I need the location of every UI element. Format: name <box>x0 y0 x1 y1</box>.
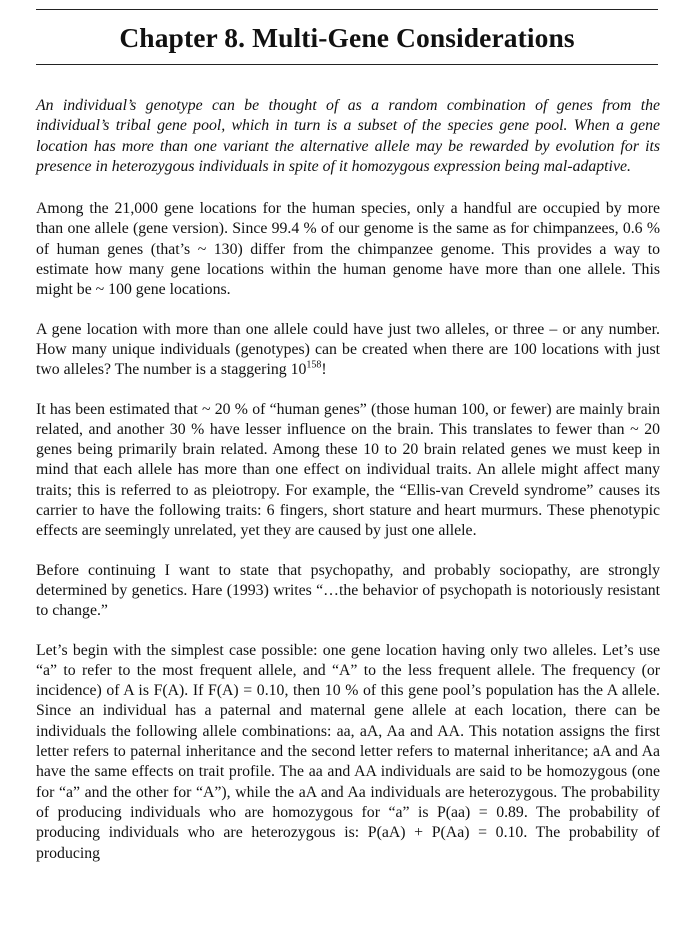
top-rule <box>36 9 658 10</box>
exponent: 158 <box>306 360 322 371</box>
paragraph-psychopathy: Before continuing I want to state that psychopathy, and probably sociopathy, are strongly determined by genetics. Hare (1993) writes “…the behavior of psychopath is notoriously resistant to change.” <box>36 561 660 620</box>
paragraph-simplest-case: Let’s begin with the simplest case possible: one gene location having only two alleles. Let’s use “a” to refer to the most frequent allele, and “A” to the less frequent allele. The frequency (or incidence) of A is F(A). If F(A) = 0.10, then 10 % of this gene pool’s population has the A allele. Since an individual has a paternal and maternal gene allele at each location, there can be individuals the following allele combinations: aa, aA, Aa and AA. This notation assigns the first letter refers to paternal inheritance and the second letter refers to maternal inheritance; aA and Aa have the same effects on trait profile. The aa and AA individuals are said to be homozygous (one for “a” and the other for “A”), while the aA and Aa individuals are heterozygous. The probability of producing individuals who are homozygous for “a” is P(aa) = 0.89. The probability of producing individuals who are heterozygous is: P(aA) + P(Aa) = 0.10. The probability of producing <box>36 641 660 862</box>
paragraph-brain-genes: It has been estimated that ~ 20 % of “human genes” (those human 100, or fewer) are mainly brain related, and another 30 % have lesser influence on the brain. This translates to fewer than ~ 20 genes being primarily brain related. Among these 10 to 20 brain related genes we must keep in mind that each allele has more than one effect on individual traits. An allele might affect many traits; this is referred to as pleiotropy. For example, the “Ellis-van Creveld syndrome” causes its carrier to have the following traits: 6 fingers, short stature and heart murmurs. These phenotypic effects are seemingly unrelated, yet they are caused by just one allele. <box>36 400 660 540</box>
paragraph-alleles-count <box>36 320 660 381</box>
body-text <box>36 96 660 883</box>
paragraph-alleles-end: ! <box>321 361 327 379</box>
paragraph-alleles-text: A gene location with more than one allele could have just two alleles, or three – or any number. How many unique individuals (genotypes) can be created when there are 100 locations with just two alleles? The number is a staggering 10 <box>36 320 660 379</box>
title-bottom-rule <box>36 64 658 65</box>
paragraph-gene-locations: Among the 21,000 gene locations for the human species, only a handful are occupied by more than one allele (gene version). Since 99.4 % of our genome is the same as for chimpanzees, 0.6 % of human genes (that’s ~ 130) differ from the chimpanzee genome. This provides a way to estimate how many gene locations within the human genome have more than one allele. This might be ~ 100 gene locations. <box>36 200 660 299</box>
intro-paragraph: An individual’s genotype can be thought of as a random combination of genes from the individual’s tribal gene pool, which in turn is a subset of the species gene pool. When a gene location has more than one variant the alternative allele may be rewarded by evolution for its presence in heterozygous individuals in spite of it homozygous expression being mal-adaptive. <box>36 97 660 175</box>
chapter-title: Chapter 8. Multi-Gene Considerations <box>119 22 575 53</box>
